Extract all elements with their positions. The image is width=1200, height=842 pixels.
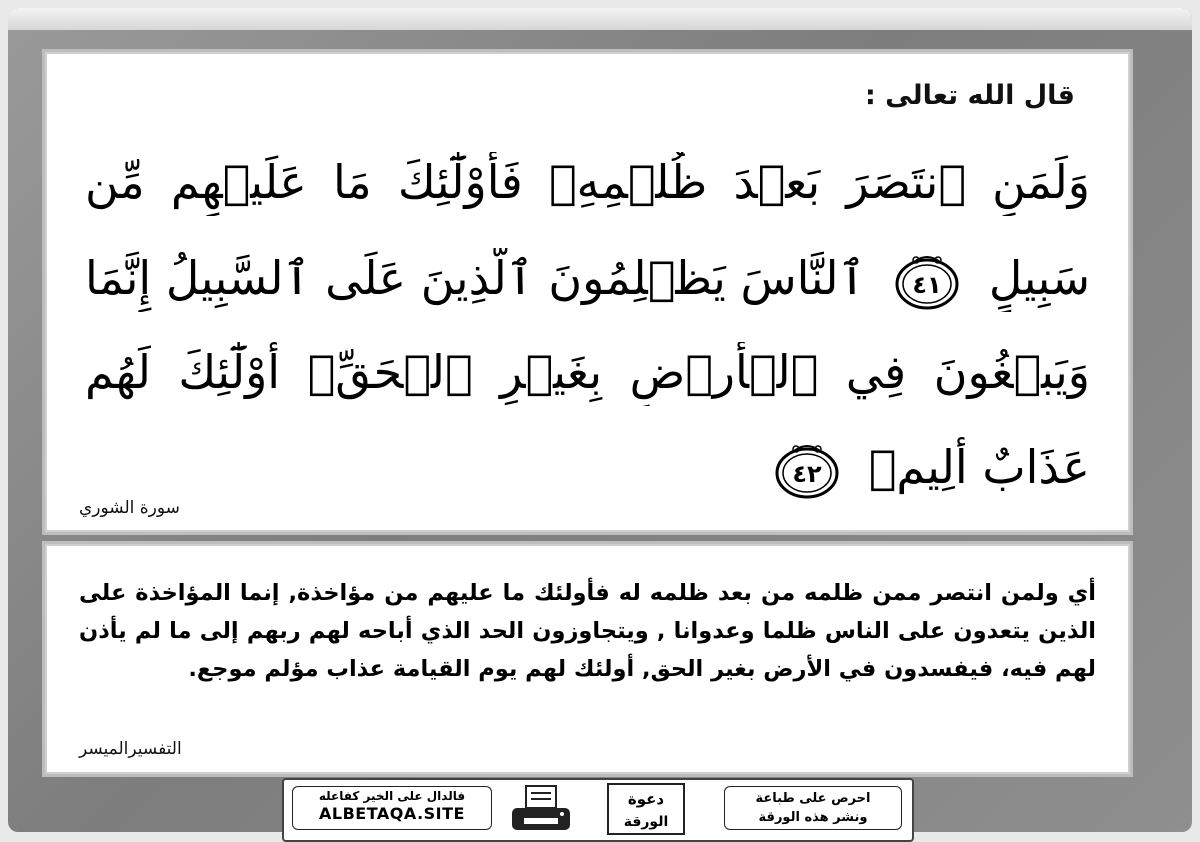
tafsir-text: أي ولمن انتصر ممن ظلمه من بعد ظلمه له فأولئك ما عليهم من مؤاخذة, إنما المؤاخذة على الذين يتعدون على الناس ظلما وعدوانا , ويتجاوزون الحد الذي أباحه لهم ربهم إلى ما لم يأذن لهم فيه، فيفسدون في الأرض بغير الحق, أولئك لهم يوم القيامة عذاب مؤلم موجع. [79, 580, 1096, 682]
footer-site-link[interactable]: ALBETAQA.SITE [319, 804, 465, 823]
verse-intro: قال الله تعالى : [864, 80, 1075, 111]
verse-line-4-text: عَذَابٌ أَلِيمٞ [868, 440, 1090, 494]
logo-text-top: دعوة [627, 790, 665, 808]
verse-line-4 [760, 437, 1090, 501]
tafsir-source: التفسيرالميسر [79, 739, 182, 759]
footer-site-box [292, 786, 492, 830]
footer-print-line-1: احرص على طباعة [755, 791, 871, 806]
printer-icon [506, 784, 576, 836]
verse-line-1: وَلَمَنِ ٱنتَصَرَ بَعۡدَ ظُلۡمِهِۦ فَأُوْلَٰٓئِكَ مَا عَلَيۡهِم مِّن [85, 155, 1090, 209]
ayah-number-42: ٤٢ [792, 459, 822, 488]
logo-icon [606, 782, 686, 836]
footer-print-line-2: ونشر هذه الورقة [758, 810, 868, 825]
verse-line-2-rest: ٱلنَّاسَ يَظۡلِمُونَ ٱلَّذِينَ عَلَى ٱلسَّبِيلُ إِنَّمَا [85, 251, 866, 305]
surah-name: سورة الشوري [79, 498, 180, 518]
logo-text-bottom: الورقة [623, 814, 669, 830]
verse-panel [45, 52, 1130, 532]
tafsir-panel [45, 544, 1130, 774]
footer-tagline: فالدال على الخير كفاعله [318, 789, 466, 803]
ayah-marker-icon [890, 253, 964, 311]
footer-banner [282, 778, 914, 842]
frame-top-strip [8, 8, 1192, 30]
verse-line-3: وَيَبۡغُونَ فِي ٱلۡأَرۡضِ بِغَيۡرِ ٱلۡحَقِّۚ أُوْلَٰٓئِكَ لَهُم [85, 345, 1090, 399]
footer-print-note [724, 786, 902, 830]
verse-line-2-start: سَبِيلٍ [988, 251, 1090, 305]
verse-line-2 [85, 248, 1090, 312]
ayah-marker-icon [770, 442, 844, 500]
ayah-number-41: ٤١ [912, 270, 942, 299]
